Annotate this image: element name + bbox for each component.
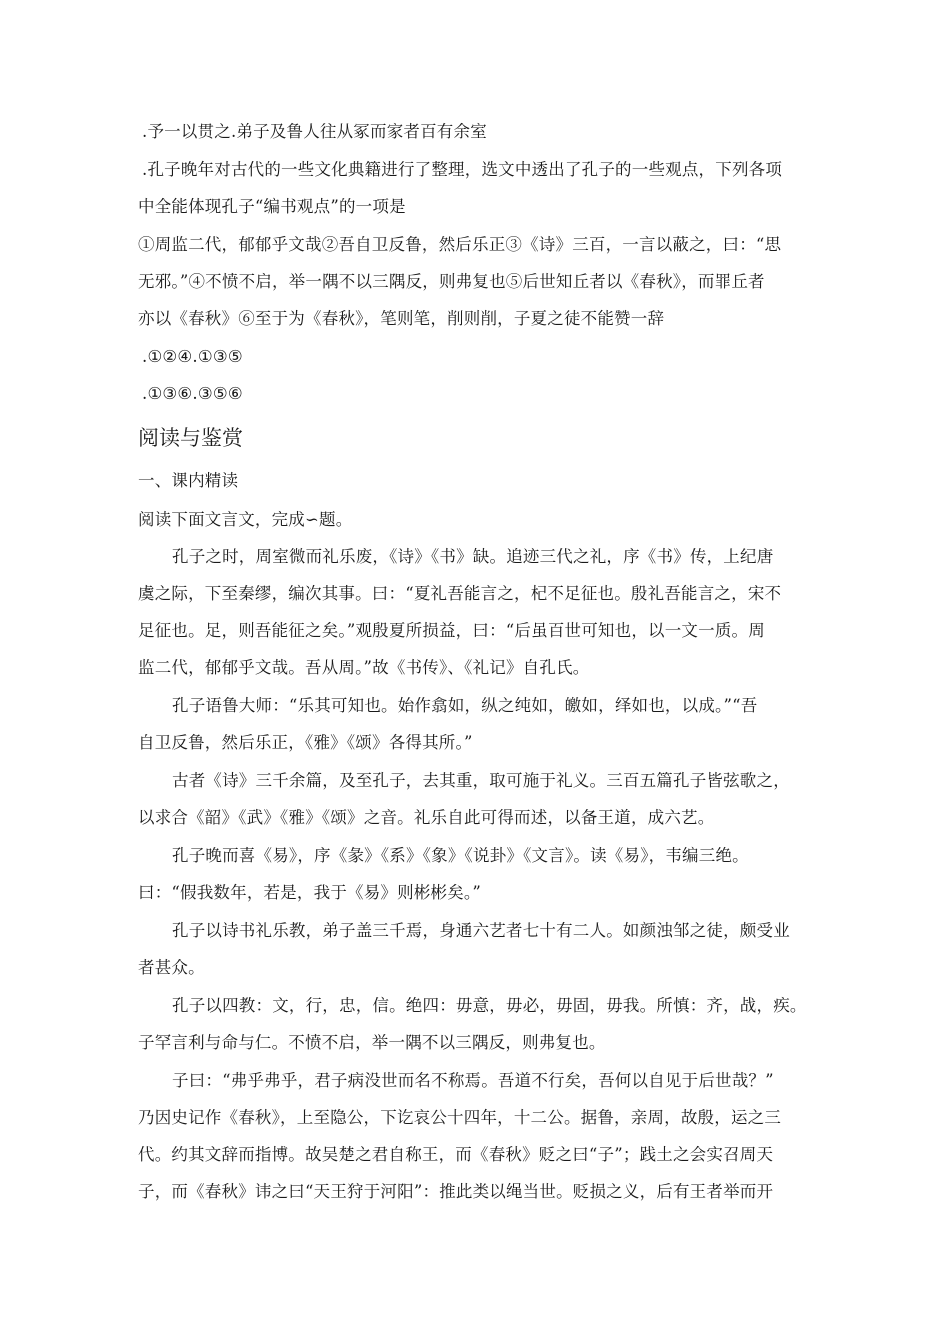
passage-line: 自卫反鲁，然后乐正，《雅》《颂》各得其所。” [138,733,473,752]
passage-line: 子罕言利与命与仁。不愤不启，举一隅不以三隅反，则弗复也。 [138,1033,606,1052]
instruction: 阅读下面文言文，完成∽题。 [138,510,353,529]
passage-line: 足征也。足，则吾能征之矣。”观殷夏所损益，曰：“后虽百世可知也，以一文一质。周 [138,621,765,640]
passage-line: 孔子晚而喜《易》，序《彖》《系》《象》《说卦》《文言》。读《易》，韦编三绝。 [172,846,749,865]
passage-line: 以求合《韶》《武》《雅》《颂》之音。礼乐自此可得而述，以备王道，成六艺。 [138,808,715,827]
passage-line: 孔子以四教：文，行，忠，信。绝四：毋意，毋必，毋固，毋我。所慎：齐，战，疾。 [172,996,807,1015]
passage-line: 孔子以诗书礼乐教，弟子盖三千焉，身通六艺者七十有二人。如颜浊邹之徒，颇受业 [172,921,790,940]
option-line-1: .予一以贯之.弟子及鲁人往从冢而家者百有余室 [142,122,487,141]
passage-line: 子曰：“弗乎弗乎，君子病没世而名不称焉。吾道不行矣，吾何以自见于后世哉？” [172,1071,774,1090]
passage-line: 古者《诗》三千余篇，及至孔子，去其重，取可施于礼义。三百五篇孔子皆弦歌之， [172,771,790,790]
passage-line: 曰：“假我数年，若是，我于《易》则彬彬矣。” [138,883,482,902]
items-line-2: 无邪。”④不愤不启，举一隅不以三隅反，则弗复也⑤后世知丘者以《春秋》，而罪丘者 [138,272,765,291]
items-line-3: 亦以《春秋》⑥至于为《春秋》，笔则笔，削则削，子夏之徒不能赞一辞 [138,309,665,328]
question-line-2: 中全能体现孔子“编书观点”的一项是 [138,197,406,216]
passage-line: 代。约其文辞而指博。故吴楚之君自称王，而《春秋》贬之曰“子”；践土之会实召周天 [138,1145,774,1164]
choice-line-1: .①②④.①③⑤ [142,347,243,366]
section-title: 阅读与鉴赏 [138,426,243,450]
question-line-1: .孔子晚年对古代的一些文化典籍进行了整理，选文中透出了孔子的一些观点，下列各项 [142,160,783,179]
items-line-1: ①周监二代，郁郁乎文哉②吾自卫反鲁，然后乐正③《诗》三百，一言以蔽之，曰：“思 [138,235,782,254]
section-subtitle: 一、课内精读 [138,471,239,490]
passage-line: 监二代，郁郁乎文哉。吾从周。”故《书传》、《礼记》自孔氏。 [138,658,590,677]
passage-line: 孔子语鲁大师：“乐其可知也。始作翕如，纵之纯如，皦如，绎如也，以成。”“吾 [172,696,758,715]
passage-line: 者甚众。 [138,958,205,977]
choice-line-2: .①③⑥.③⑤⑥ [142,384,243,403]
passage-line: 子，而《春秋》讳之曰“天王狩于河阳”：推此类以绳当世。贬损之义，后有王者举而开 [138,1182,774,1201]
passage-line: 乃因史记作《春秋》，上至隐公，下讫哀公十四年，十二公。据鲁，亲周，故殷，运之三 [138,1108,782,1127]
passage-line: 虞之际，下至秦缪，编次其事。曰：“夏礼吾能言之，杞不足征也。殷礼吾能言之，宋不 [138,584,782,603]
passage-line: 孔子之时，周室微而礼乐废，《诗》《书》缺。追迹三代之礼，序《书》传，上纪唐 [172,547,774,566]
